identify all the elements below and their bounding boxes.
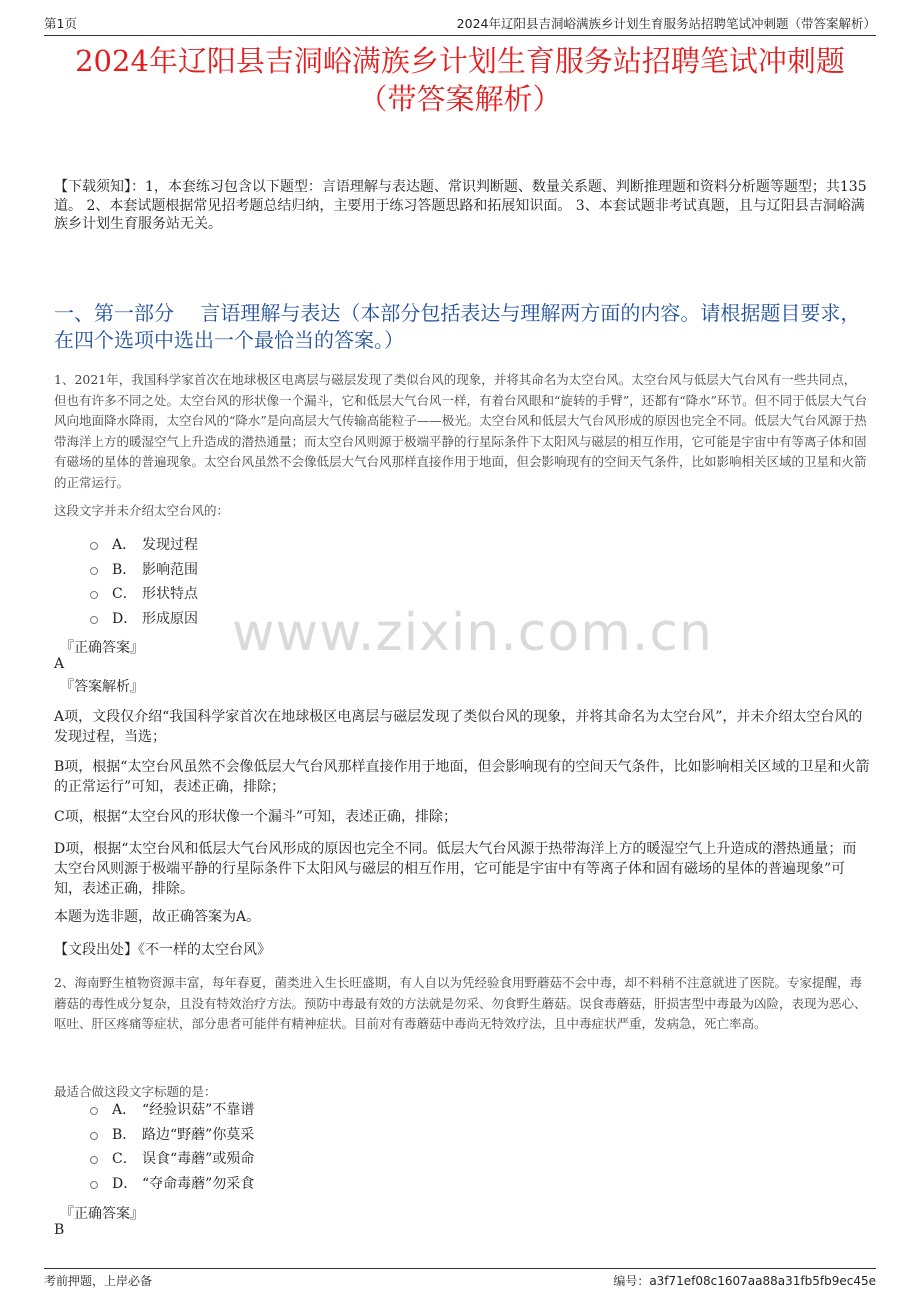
answer-value: A (54, 656, 65, 672)
document-title (44, 42, 876, 118)
watermark: www.zixin.com.cn (232, 603, 713, 663)
document-title-line2: （带答案解析） (358, 82, 562, 116)
footer-slogan: 考前押题，上岸必备 (44, 1274, 153, 1288)
page-header (44, 12, 876, 36)
option-d[interactable]: D． “夺命毒蘑”勿采食 (90, 1171, 254, 1196)
download-notice: 【下载须知】：1，本套练习包含以下题型：言语理解与表达题、常识判断题、数量关系题、判断推理题和资料分析题等题型；共135道。 2、本套试题根据常见招考题总结归纳，主要用于练习答题思路和拓展知识面。 3、本套试题非考试真题，且与辽阳县吉洞峪满族乡计划生育服务站无关。 (54, 179, 867, 232)
radio-icon[interactable] (90, 616, 98, 624)
question-2-text: 2、海南野生植物资源丰富，每年春夏，菌类进入生长旺盛期，有人自以为凭经验食用野蘑菇不会中毒，却不料稍不注意就进了医院。专家提醒，毒蘑菇的毒性成分复杂，且没有特效治疗方法。预防中毒最有效的方法就是勿采、勿食野生蘑菇。误食毒蘑菇，肝损害型中毒最为凶险，表现为恶心、呕吐、肝区疼痛等症状，部分患者可能伴有精神症状。目前对有毒蘑菇中毒尚无特效疗法，且中毒症状严重，发病急，死亡率高。 (54, 975, 867, 1031)
analysis-c: C项，根据“太空台风的形状像一个漏斗”可知，表述正确，排除； (54, 809, 458, 825)
radio-icon[interactable] (90, 1107, 98, 1115)
page-number: 第1页 (44, 16, 77, 31)
option-c[interactable]: C． 误食“毒蘑”或殒命 (90, 1146, 254, 1171)
analysis-b: B项，根据“太空台风虽然不会像低层大气台风那样直接作用于地面，但会影响现有的空间天气条件，比如影响相关区域的卫星和火箭的正常运行”可知，表述正确，排除； (54, 759, 870, 795)
analysis-label: 『答案解析』 (60, 679, 144, 695)
option-b[interactable]: B． 路边“野蘑”你莫采 (90, 1122, 254, 1147)
analysis-conclusion: 本题为选非题，故正确答案为A。 (54, 909, 261, 925)
option-c[interactable]: C． 形状特点 (90, 581, 198, 606)
question-2-ask: 最适合做这段文字标题的是： (54, 1084, 217, 1099)
option-b[interactable]: B． 影响范围 (90, 557, 198, 582)
answer-value-2: B (54, 1222, 65, 1238)
analysis-source: 【文段出处】《不一样的太空台风》 (54, 942, 271, 958)
option-a[interactable]: A． 发现过程 (90, 532, 198, 557)
answer-label: 『正确答案』 (60, 640, 144, 656)
document-title-line1: 2024年辽阳县吉洞峪满族乡计划生育服务站招聘笔试冲刺题 (75, 44, 845, 78)
footer-doc-id: 编号：a3f71ef08c1607aa88a31fb5fb9ec45e (613, 1274, 876, 1288)
radio-icon[interactable] (90, 1181, 98, 1189)
option-d[interactable]: D． 形成原因 (90, 606, 198, 631)
question-1-text: 1、2021年，我国科学家首次在地球极区电离层与磁层发现了类似台风的现象，并将其命名为太空台风。太空台风与低层大气台风有一些共同点，但也有许多不同之处。太空台风的形状像一个漏斗，它和低层大气台风一样，有着台风眼和“旋转的手臂”，还都有“降水”环节。但不同于低层大气台风向地面降水降雨，太空台风的“降水”是向高层大气传输高能粒子——极光。太空台风和低层大气台风形成的原因也完全不同。低层大气台风源于热带海洋上方的暖湿空气上升造成的潜热通量；而太空台风则源于极端平静的行星际条件下太阳风与磁层的相互作用，它可能是宇宙中有等离子体和固有磁场的星体的普遍现象。太空台风虽然不会像低层大气台风那样直接作用于地面，但会影响现有的空间天气条件，比如影响相关区域的卫星和火箭的正常运行。 (54, 372, 868, 490)
radio-icon[interactable] (90, 1132, 98, 1140)
radio-icon[interactable] (90, 591, 98, 599)
analysis-d: D项，根据“太空台风和低层大气台风形成的原因也完全不同。低层大气台风源于热带海洋上方的暖湿空气上升造成的潜热通量；而太空台风则源于极端平静的行星际条件下太阳风与磁层的相互作用，它可能是宇宙中有等离子体和固有磁场的星体的普遍现象”可知，表述正确，排除。 (54, 841, 857, 897)
header-doc-title: 2024年辽阳县吉洞峪满族乡计划生育服务站招聘笔试冲刺题（带答案解析） (456, 16, 876, 31)
analysis-a: A项，文段仅介绍“我国科学家首次在地球极区电离层与磁层发现了类似台风的现象，并将其命名为太空台风”，并未介绍太空台风的发现过程，当选； (54, 709, 863, 745)
radio-icon[interactable] (90, 567, 98, 575)
section-heading: 一、第一部分 言语理解与表达（本部分包括表达与理解两方面的内容。请根据题目要求，在四个选项中选出一个最恰当的答案。） (54, 301, 861, 352)
question-2-options (90, 1097, 254, 1195)
option-a[interactable]: A． “经验识菇”不靠谱 (90, 1097, 254, 1122)
question-1-ask: 这段文字并未介绍太空台风的： (54, 503, 230, 518)
radio-icon[interactable] (90, 542, 98, 550)
answer-label-2: 『正确答案』 (60, 1206, 144, 1222)
question-1-options (90, 532, 198, 630)
radio-icon[interactable] (90, 1156, 98, 1164)
page-footer (44, 1268, 876, 1290)
